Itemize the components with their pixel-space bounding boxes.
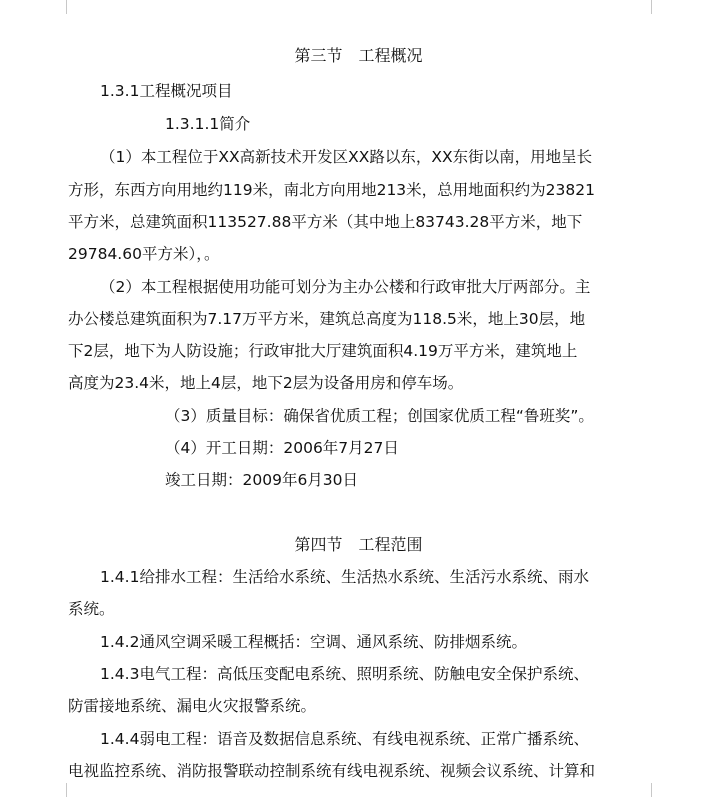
start-date: （4）开工日期：2006年7月27日 [165, 439, 399, 457]
subheading-1-3-1: 1.3.1工程概况项目 [100, 82, 233, 100]
scope-line: 1.4.1给排水工程：生活给水系统、生活热水系统、生活污水系统、雨水 [100, 568, 589, 586]
section-4-heading: 第四节 工程范围 [294, 535, 423, 554]
quality-target: （3）质量目标：确保省优质工程；创国家优质工程“鲁班奖”。 [165, 407, 594, 425]
subheading-1-3-1-1: 1.3.1.1简介 [165, 115, 251, 133]
scope-line: 防雷接地系统、漏电火灾报警系统。 [68, 697, 317, 715]
scope-line: 1.4.4弱电工程：语音及数据信息系统、有线电视系统、正常广播系统、 [100, 730, 589, 748]
para1-line: （1）本工程位于XX高新技术开发区XX路以东，XX东街以南，用地呈长 [100, 148, 593, 166]
para2-line: 高度为23.4米，地上4层，地下2层为设备用房和停车场。 [68, 374, 464, 392]
scope-line: 电视监控系统、消防报警联动控制系统有线电视系统、视频会议系统、计算和 [68, 762, 596, 780]
scope-line: 系统。 [68, 600, 115, 618]
scope-line: 1.4.3电气工程：高低压变配电系统、照明系统、防触电安全保护系统、 [100, 665, 589, 683]
scope-line: 1.4.2通风空调采暖工程概括：空调、通风系统、防排烟系统。 [100, 633, 527, 651]
section-3-heading: 第三节 工程概况 [294, 46, 423, 65]
para2-line: 下2层，地下为人防设施；行政审批大厅建筑面积4.19万平方米，建筑地上 [68, 342, 578, 360]
margin-corner-top-right [651, 0, 666, 14]
para2-line: （2）本工程根据使用功能可划分为主办公楼和行政审批大厅两部分。主 [100, 278, 591, 296]
margin-corner-top-left [52, 0, 67, 14]
para1-line: 平方米，总建筑面积113527.88平方米（其中地上83743.28平方米，地下 [68, 213, 583, 231]
para1-line: 29784.60平方米），。 [68, 245, 220, 263]
margin-corner-bottom-right [651, 783, 666, 797]
para2-line: 办公楼总建筑面积为7.17万平方米，建筑总高度为118.5米，地上30层，地 [68, 310, 586, 328]
para1-line: 方形，东西方向用地约119米，南北方向用地213米，总用地面积约为23821 [68, 181, 595, 199]
margin-corner-bottom-left [52, 783, 67, 797]
completion-date: 竣工日期：2009年6月30日 [165, 471, 359, 489]
